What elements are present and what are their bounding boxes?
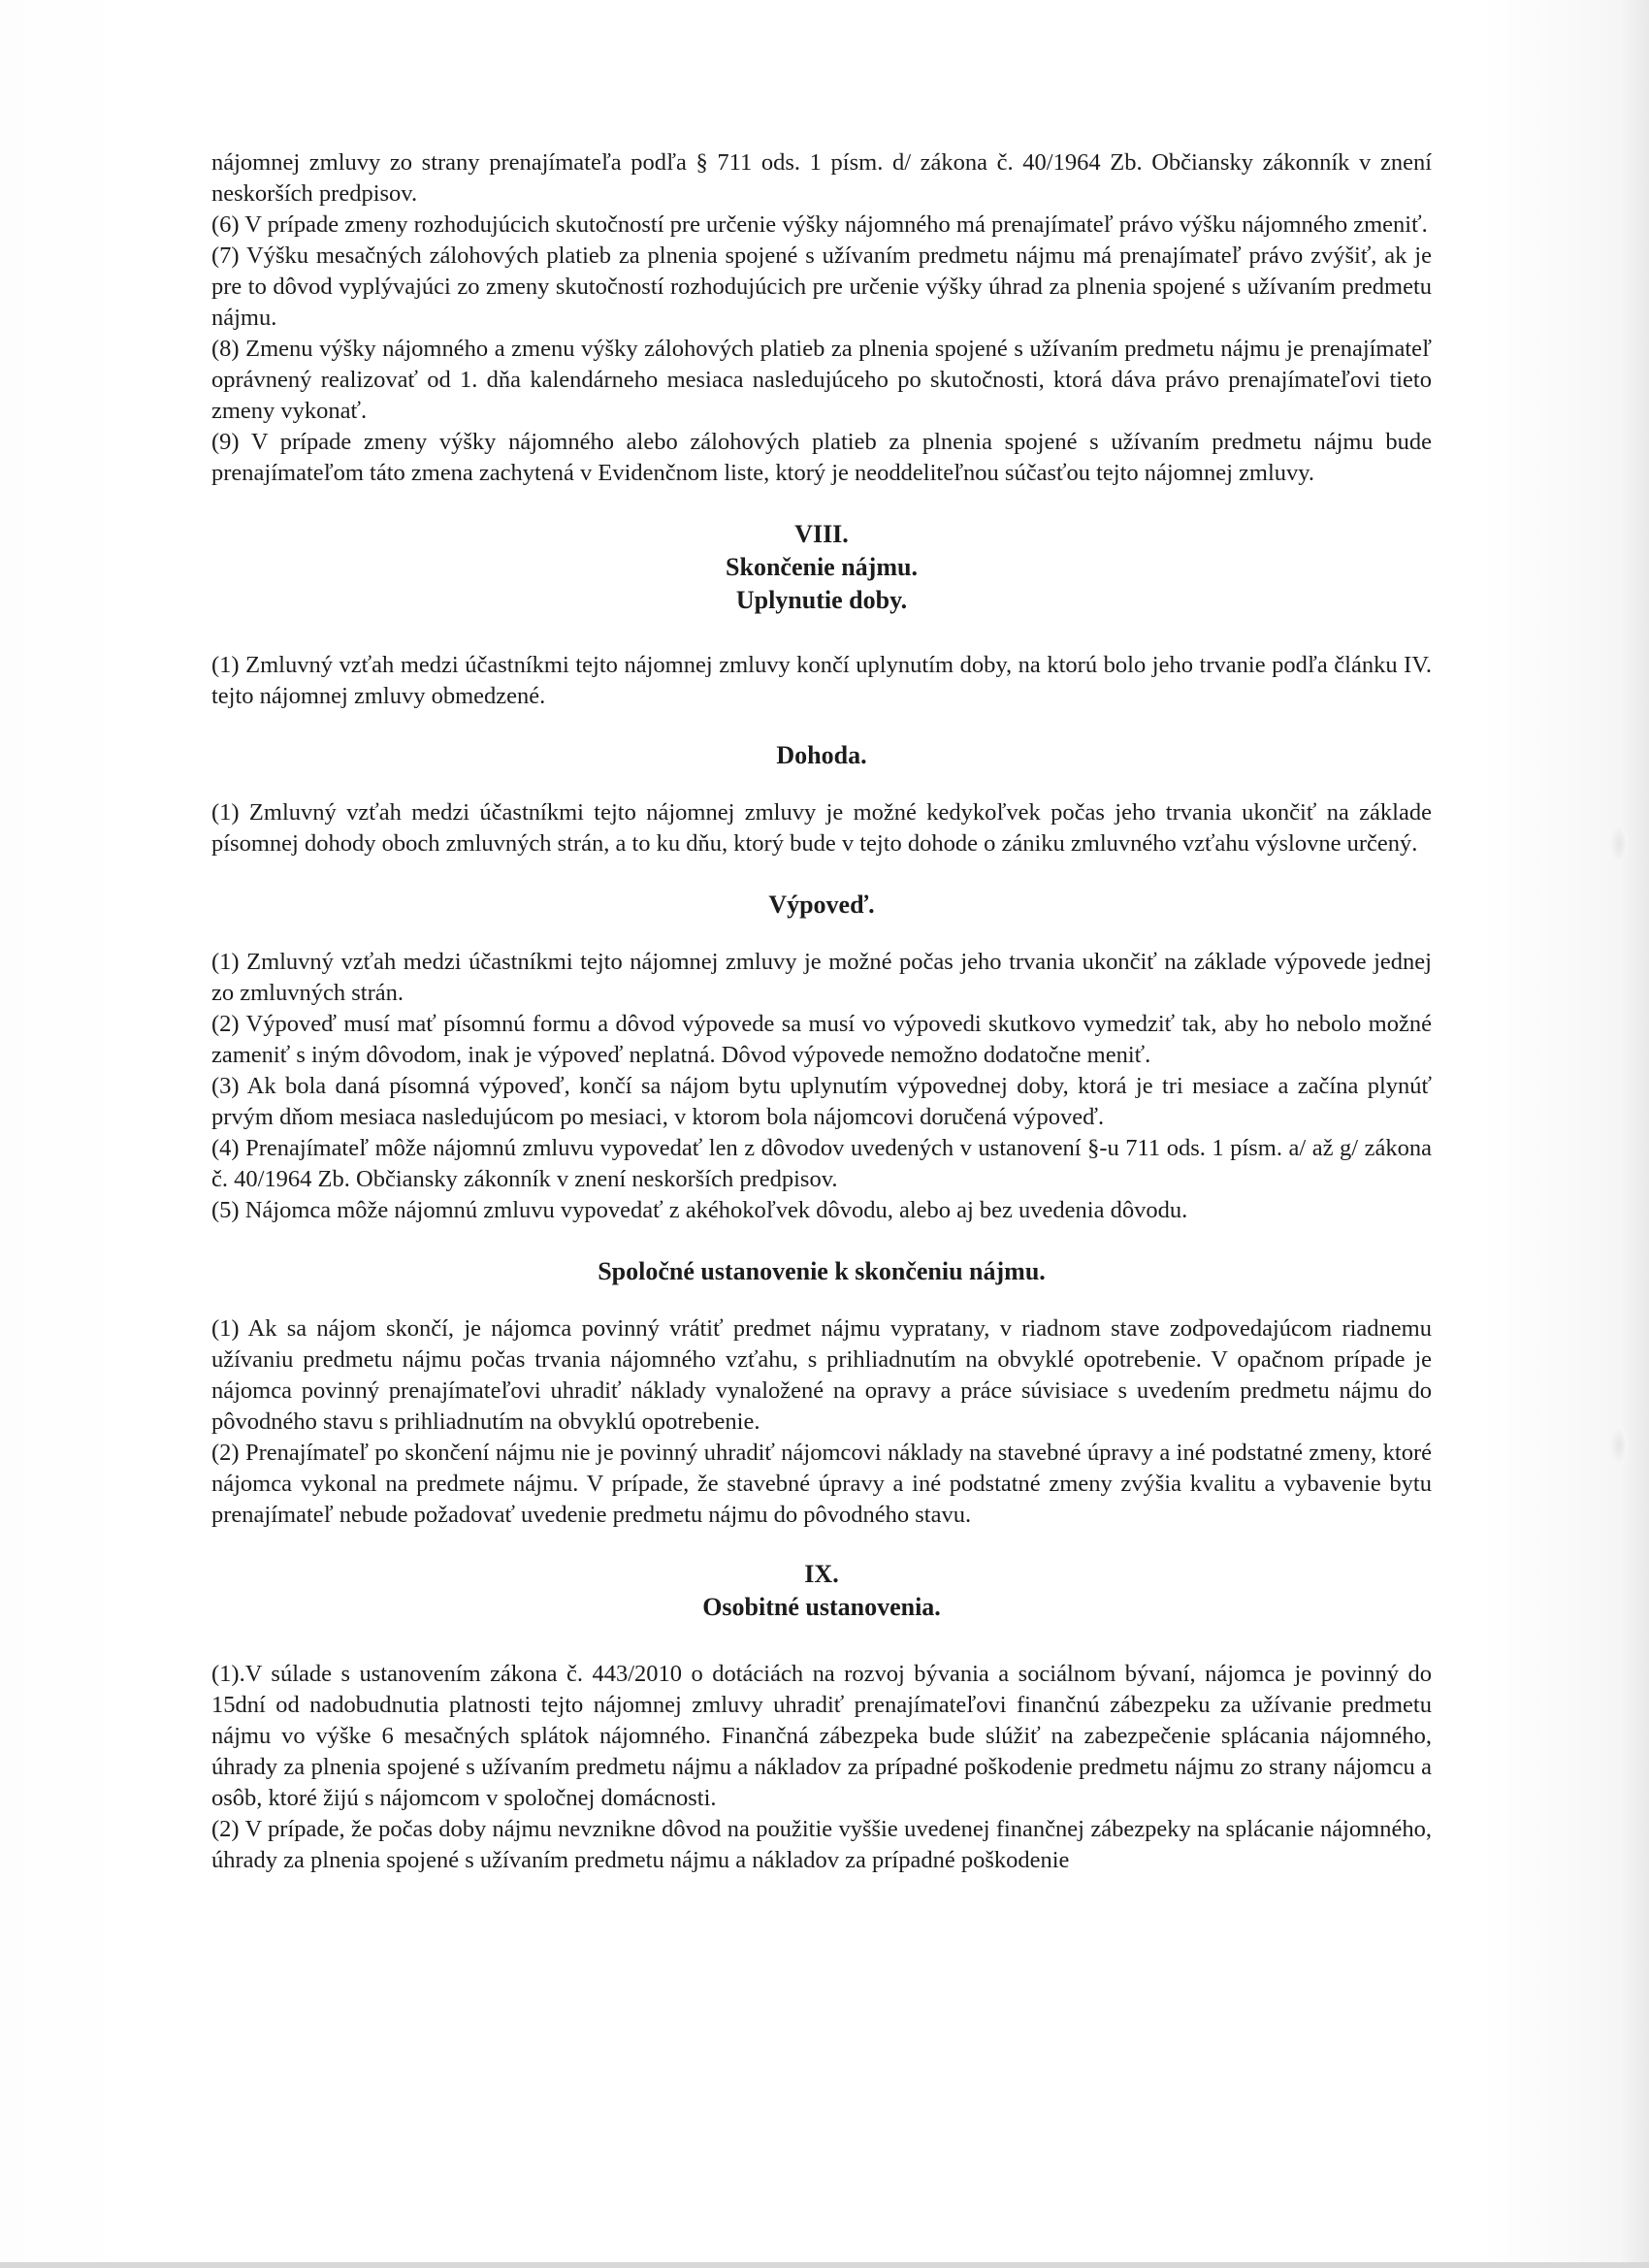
section-title: Výpoveď. <box>768 891 875 919</box>
article-9-paragraph-1: (1).V súlade s ustanovením zákona č. 443/2010 o dotáciách na rozvoj bývania a sociálnom bývaní, nájomca je povinný do 15dní od nadobudnutia platnosti tejto nájomnej zmluvy uhradiť prenajímateľovi finančnú zábezpeku za užívanie predmetu nájmu vo výške 6 mesačných splátok nájomného. Finančná zábezpeka bude slúžiť na zabezpečenie splácania nájomného, úhrady za plnenia spojené s užívaním predmetu nájmu a nákladov za prípadné poškodenie predmetu nájmu zo strany nájomcu a osôb, ktoré žijú s nájomcom v spoločnej domácnosti. <box>211 1661 1432 1811</box>
dohoda-paragraph-1: (1) Zmluvný vzťah medzi účastníkmi tejto nájomnej zmluvy je možné kedykoľvek počas jeho trvania ukončiť na základe písomnej dohody oboch zmluvných strán, a to ku dňu, ktorý bude v tejto dohode o zániku zmluvného vzťahu výslovne určený. <box>211 799 1432 857</box>
scan-shadow-edge <box>1620 0 1649 2268</box>
vypoved-paragraph-5: (5) Nájomca môže nájomnú zmluvu vypovedať z akéhokoľvek dôvodu, alebo aj bez uvedenia dôvodu. <box>211 1197 1188 1223</box>
article-9-heading <box>211 1558 1432 1624</box>
article-title: Osobitné ustanovenia. <box>702 1593 941 1621</box>
vypoved-paragraph-2: (2) Výpoveď musí mať písomnú formu a dôvod výpovede sa musí vo výpovedi skutkovo vymedziť tak, aby ho nebolo možné zameniť s iným dôvodom, inak je výpoveď neplatná. Dôvod výpovede nemožno dodatočne meniť. <box>211 1011 1432 1068</box>
vypoved-heading <box>211 889 1432 922</box>
vypoved-paragraph-1: (1) Zmluvný vzťah medzi účastníkmi tejto nájomnej zmluvy je možné počas jeho trvania ukončiť na základe výpovede jednej zo zmluvných strán. <box>211 949 1432 1006</box>
paragraph-continuation: nájomnej zmluvy zo strany prenajímateľa podľa § 711 ods. 1 písm. d/ zákona č. 40/1964 Zb. Občiansky zákonník v znení neskorších predpisov. <box>211 149 1432 207</box>
punch-hole-mark <box>1610 1426 1628 1465</box>
article-subtitle: Uplynutie doby. <box>735 586 908 614</box>
dohoda-heading <box>211 739 1432 772</box>
vypoved-paragraph-4: (4) Prenajímateľ môže nájomnú zmluvu vypovedať len z dôvodov uvedených v ustanovení §-u 711 ods. 1 písm. a/ až g/ zákona č. 40/1964 Zb. Občiansky zákonník v znení neskorších predpisov. <box>211 1135 1432 1192</box>
paragraph-7: (7) Výšku mesačných zálohových platieb za plnenia spojené s užívaním predmetu nájmu má prenajímateľ právo zvýšiť, ak je pre to dôvod vyplývajúci zo zmeny skutočností rozhodujúcich pre určenie výšky úhrad za plnenia spojené s užívaním predmetu nájmu. <box>211 243 1432 331</box>
paragraph-6: (6) V prípade zmeny rozhodujúcich skutočností pre určenie výšky nájomného má prenajímateľ právo výšku nájomného zmeniť. <box>211 211 1428 238</box>
spolocne-paragraph-1: (1) Ak sa nájom skončí, je nájomca povinný vrátiť predmet nájmu vypratany, v riadnom stave zodpovedajúcom riadnemu užívaniu predmetu nájmu počas trvania nájomného vzťahu, s prihliadnutím na obvyklé opotrebenie. V opačnom prípade je nájomca povinný prenajímateľovi uhradiť náklady vynaložené na opravy a práce súvisiace s uvedením predmetu nájmu do pôvodného stavu s prihliadnutím na obvyklú opotrebenie. <box>211 1315 1432 1435</box>
paragraph-9: (9) V prípade zmeny výšky nájomného alebo zálohových platieb za plnenia spojené s užívaním predmetu nájmu bude prenajímateľom táto zmena zachytená v Evidenčnom liste, ktorý je neoddeliteľnou súčasťou tejto nájomnej zmluvy. <box>211 429 1432 486</box>
punch-hole-mark <box>1610 825 1628 863</box>
article-number: VIII. <box>794 520 849 548</box>
section-title: Spoločné ustanovenie k skončeniu nájmu. <box>598 1257 1046 1285</box>
scan-bottom-edge <box>0 2262 1649 2268</box>
article-number: IX. <box>804 1560 839 1588</box>
section-title: Dohoda. <box>776 741 867 769</box>
article-9-paragraph-2: (2) V prípade, že počas doby nájmu nevznikne dôvod na použitie vyššie uvedenej finančnej zábezpeky na splácanie nájomného, úhrady za plnenia spojené s užívaním predmetu nájmu a nákladov za prípadné poškodenie <box>211 1816 1432 1873</box>
article-8-heading <box>211 518 1432 617</box>
article-title: Skončenie nájmu. <box>726 553 918 581</box>
vypoved-paragraph-3: (3) Ak bola daná písomná výpoveď, končí sa nájom bytu uplynutím výpovednej doby, ktorá je tri mesiace a začína plynúť prvým dňom mesiaca nasledujúcom po mesiaci, v ktorom bola nájomcovi doručená výpoveď. <box>211 1073 1432 1130</box>
spolocne-heading <box>211 1255 1432 1288</box>
paragraph-8: (8) Zmenu výšky nájomného a zmenu výšky zálohových platieb za plnenia spojené s užívaním predmetu nájmu je prenajímateľ oprávnený realizovať od 1. dňa kalendárneho mesiaca nasledujúceho po skutočnosti, ktorá dáva právo prenajímateľovi tieto zmeny vykonať. <box>211 336 1432 424</box>
document-body <box>211 147 1432 1876</box>
article-8-paragraph-1: (1) Zmluvný vzťah medzi účastníkmi tejto nájomnej zmluvy končí uplynutím doby, na ktorú bolo jeho trvanie podľa článku IV. tejto nájomnej zmluvy obmedzené. <box>211 652 1432 709</box>
spolocne-paragraph-2: (2) Prenajímateľ po skončení nájmu nie je povinný uhradiť nájomcovi náklady na stavebné úpravy a iné podstatné zmeny, ktoré nájomca vykonal na predmete nájmu. V prípade, že stavebné úpravy a iné podstatné zmeny zvýšia kvalitu a vybavenie bytu prenajímateľ nebude požadovať uvedenie predmetu nájmu do pôvodného stavu. <box>211 1440 1432 1528</box>
